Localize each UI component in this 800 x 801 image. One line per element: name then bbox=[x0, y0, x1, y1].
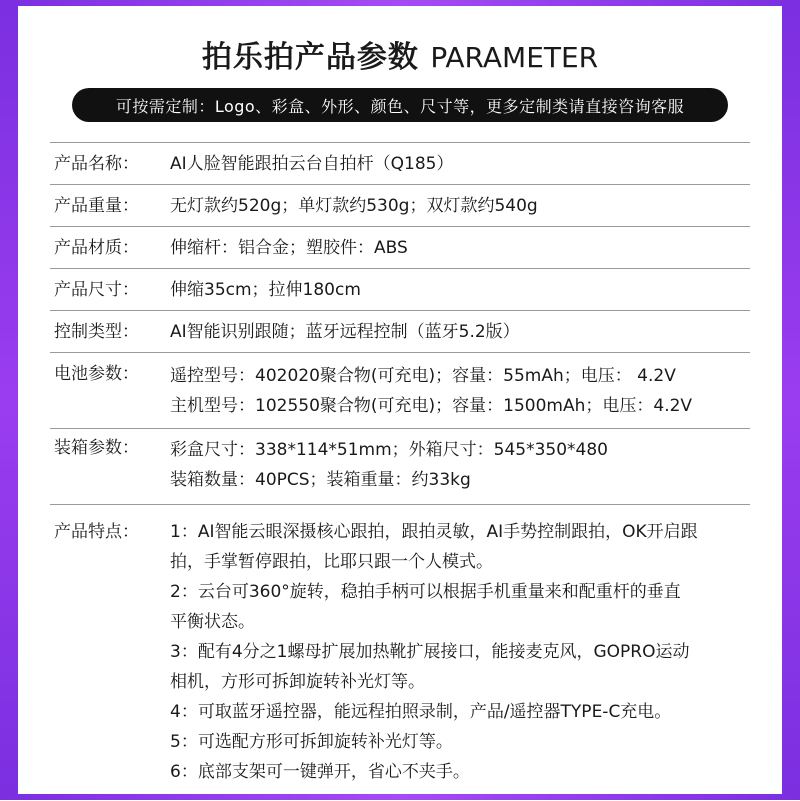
param-value-line: 装箱数量：40PCS；装箱重量：约33kg bbox=[170, 470, 471, 490]
param-label: 产品材质： bbox=[54, 238, 139, 258]
param-value-line: 拍，手掌暂停跟拍，比耶只跟一个人模式。 bbox=[170, 552, 493, 572]
param-row bbox=[50, 353, 750, 429]
title-english: PARAMETER bbox=[430, 41, 599, 74]
frame-left-border bbox=[0, 0, 18, 800]
param-value-line: 主机型号：102550聚合物(可充电)；容量：1500mAh；电压：4.2V bbox=[170, 396, 693, 416]
param-value-line: 相机，方形可拆卸旋转补光灯等。 bbox=[170, 672, 425, 692]
parameter-table bbox=[50, 142, 750, 801]
page-title bbox=[0, 32, 800, 76]
param-row bbox=[50, 505, 750, 801]
param-value-line: AI人脸智能跟拍云台自拍杆（Q185） bbox=[170, 154, 454, 174]
param-label: 产品尺寸： bbox=[54, 280, 139, 300]
param-label: 产品特点： bbox=[54, 522, 139, 542]
param-row bbox=[50, 429, 750, 505]
title-chinese: 拍乐拍产品参数 bbox=[201, 40, 419, 75]
param-value-line: 彩盒尺寸：338*114*51mm；外箱尺寸：545*350*480 bbox=[170, 440, 608, 460]
frame-right-border bbox=[782, 0, 800, 800]
param-value-line: 2：云台可360°旋转，稳拍手柄可以根据手机重量来和配重杆的垂直 bbox=[170, 582, 681, 602]
param-value bbox=[170, 277, 750, 303]
param-label: 控制类型： bbox=[54, 322, 139, 342]
param-value bbox=[170, 235, 750, 261]
customization-banner bbox=[72, 88, 728, 122]
frame-top-border bbox=[0, 0, 800, 6]
param-row bbox=[50, 269, 750, 311]
param-value-line: 5：可选配方形可拆卸旋转补光灯等。 bbox=[170, 732, 453, 752]
param-value-line: 3：配有4分之1螺母扩展加热靴扩展接口，能接麦克风，GOPRO运动 bbox=[170, 642, 690, 662]
param-value-line: 平衡状态。 bbox=[170, 612, 255, 632]
param-row bbox=[50, 227, 750, 269]
banner-text: 可按需定制：Logo、彩盒、外形、颜色、尺寸等，更多定制类请直接咨询客服 bbox=[115, 96, 685, 116]
param-row bbox=[50, 142, 750, 185]
param-value-line: 伸缩杆：铝合金；塑胶件：ABS bbox=[170, 238, 408, 258]
param-value-line: AI智能识别跟随；蓝牙远程控制（蓝牙5.2版） bbox=[170, 322, 520, 342]
param-value bbox=[170, 151, 750, 177]
param-value-line: 4：可取蓝牙遥控器，能远程拍照录制，产品/遥控器TYPE-C充电。 bbox=[170, 702, 672, 722]
param-value bbox=[170, 361, 750, 421]
param-label: 装箱参数： bbox=[54, 438, 139, 458]
param-row bbox=[50, 185, 750, 227]
param-label: 产品重量： bbox=[54, 196, 139, 216]
param-value-line: 伸缩35cm；拉伸180cm bbox=[170, 280, 361, 300]
param-value-line: 无灯款约520g；单灯款约530g；双灯款约540g bbox=[170, 196, 538, 216]
param-value bbox=[170, 193, 750, 219]
param-value-line: 6：底部支架可一键弹开，省心不夹手。 bbox=[170, 762, 470, 782]
param-label: 电池参数： bbox=[54, 364, 139, 384]
param-value bbox=[170, 517, 750, 787]
param-value-line: 遥控型号：402020聚合物(可充电)；容量：55mAh；电压： 4.2V bbox=[170, 366, 676, 386]
param-label: 产品名称： bbox=[54, 154, 139, 174]
param-value bbox=[170, 435, 750, 495]
param-value bbox=[170, 319, 750, 345]
param-value-line: 1：AI智能云眼深摄核心跟拍，跟拍灵敏，AI手势控制跟拍，OK开启跟 bbox=[170, 522, 698, 542]
param-row bbox=[50, 311, 750, 353]
